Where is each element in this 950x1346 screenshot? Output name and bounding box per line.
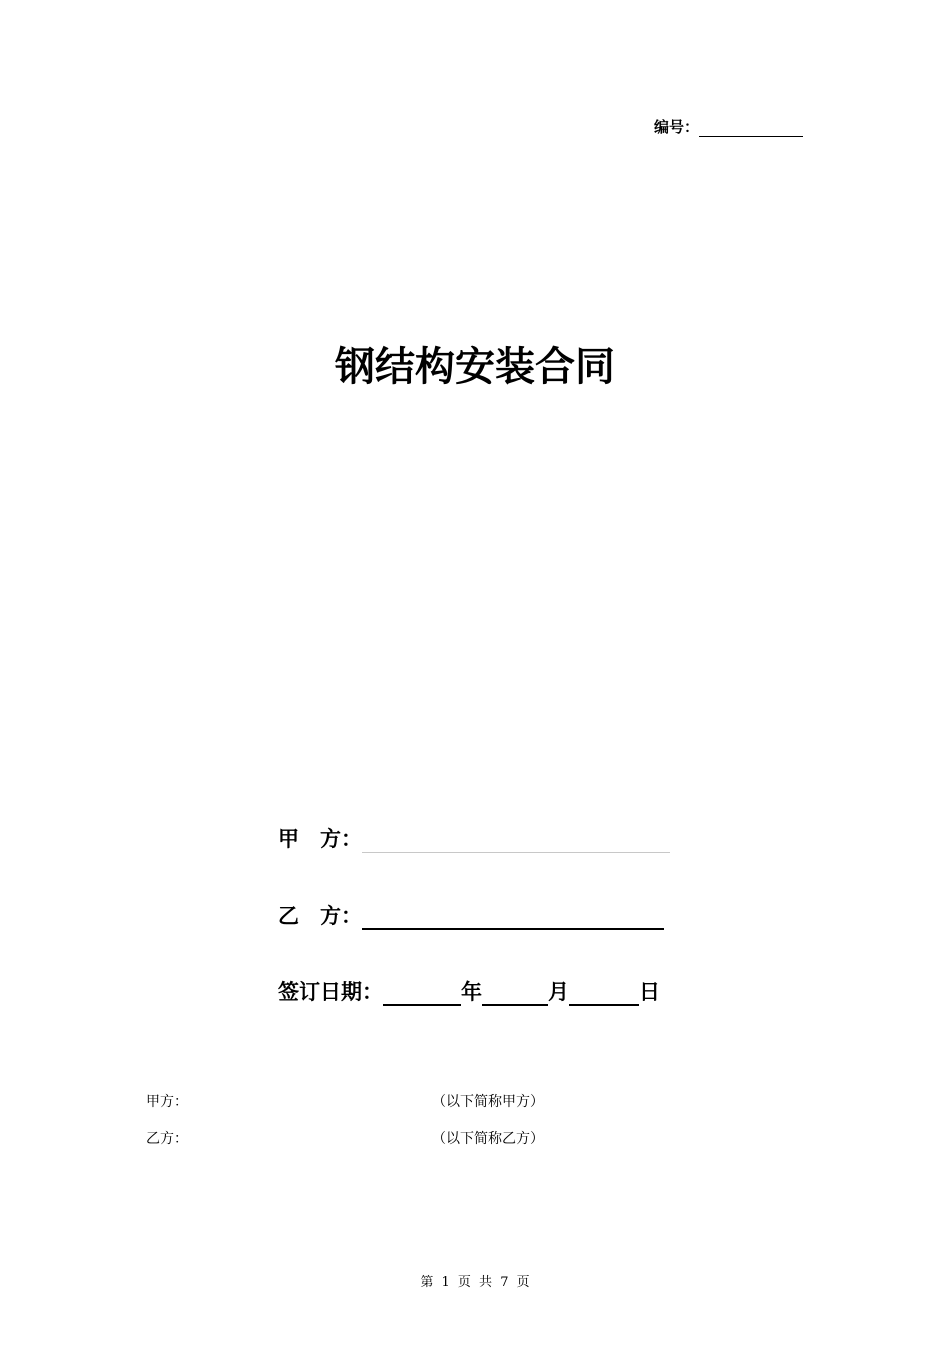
intro-party-b-note: （以下简称乙方） xyxy=(432,1131,544,1147)
intro-party-a-label: 甲方： xyxy=(146,1094,188,1110)
day-blank xyxy=(569,982,639,1006)
sign-date-label: 签订日期： xyxy=(278,980,383,1004)
intro-party-a-row xyxy=(146,1091,544,1111)
year-label: 年 xyxy=(461,980,482,1004)
page-footer: 第 1 页 共 7 页 xyxy=(420,1275,530,1290)
document-number-label: 编号： xyxy=(654,118,700,136)
contract-title: 钢结构安装合同 xyxy=(335,344,615,390)
cover-party-b-label: 乙 方： xyxy=(278,904,362,928)
intro-party-b-label: 乙方： xyxy=(146,1131,188,1147)
cover-party-a-label: 甲 方： xyxy=(278,827,362,851)
cover-party-b-blank xyxy=(362,906,664,930)
cover-party-a-blank xyxy=(362,830,670,853)
day-label: 日 xyxy=(639,980,660,1004)
cover-party-a-line xyxy=(278,823,670,853)
cover-party-b-line xyxy=(278,900,664,930)
document-number xyxy=(654,116,803,137)
month-blank xyxy=(482,982,548,1006)
month-label: 月 xyxy=(548,980,569,1004)
sign-date-line xyxy=(278,976,660,1006)
intro-party-b-row xyxy=(146,1128,544,1148)
document-number-blank xyxy=(699,119,803,137)
year-blank xyxy=(383,982,461,1006)
intro-party-a-note: （以下简称甲方） xyxy=(432,1094,544,1110)
